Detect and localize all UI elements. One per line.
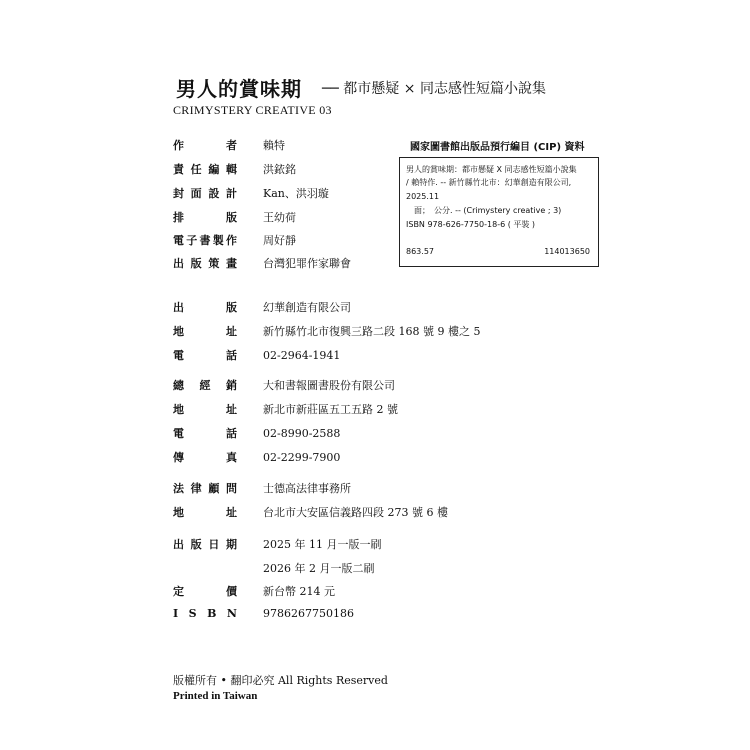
cip-title: 國家圖書館出版品預行編目 (CIP) 資料 xyxy=(410,142,585,153)
cip-line: 2025.11 xyxy=(406,192,440,201)
field-value: 王幼荷 xyxy=(263,211,296,224)
field-label: 定 價 xyxy=(173,585,237,598)
field-label: 封 面 設 計 xyxy=(173,187,237,200)
field-value: 大和書報圖書股份有限公司 xyxy=(263,379,395,392)
field-value: 洪銥銘 xyxy=(263,163,296,176)
field-value: 2025 年 11 月一版一刷 xyxy=(263,538,382,551)
field-label: 電 子 書 製 作 xyxy=(173,234,237,247)
field-value: 周好靜 xyxy=(263,234,296,247)
field-label xyxy=(173,561,237,577)
field-label: 電 話 xyxy=(173,427,237,440)
cip-record-number: 114013650 xyxy=(544,247,590,256)
field-label: 出 版 日 期 xyxy=(173,538,237,551)
field-value: 新竹縣竹北市復興三路二段 168 號 9 樓之 5 xyxy=(263,325,481,338)
field-value: 台灣犯罪作家聯會 xyxy=(263,257,351,270)
printed-in: Printed in Taiwan xyxy=(173,690,258,702)
field-label: 責 任 編 輯 xyxy=(173,163,237,176)
field-label: 電 話 xyxy=(173,349,237,362)
series-name: CRIMYSTERY CREATIVE 03 xyxy=(173,103,332,117)
cip-box xyxy=(399,157,599,267)
field-label: 總 經 銷 xyxy=(173,379,237,392)
field-value: 幻華創造有限公司 xyxy=(263,301,351,314)
field-label: 出 版 策 畫 xyxy=(173,257,237,270)
field-value: 新北市新莊區五工五路 2 號 xyxy=(263,403,398,416)
field-value: Kan、洪羽璇 xyxy=(263,187,329,200)
field-value: 2026 年 2 月一版二刷 xyxy=(263,562,375,575)
cip-class-number: 863.57 xyxy=(406,247,434,256)
field-label: 作 者 xyxy=(173,139,237,152)
field-label: 傳 真 xyxy=(173,451,237,464)
field-value: 02-2299-7900 xyxy=(263,451,341,464)
field-value: 9786267750186 xyxy=(263,607,354,620)
field-value: 02-8990-2588 xyxy=(263,427,341,440)
cip-line: ISBN 978-626-7750-18-6 ( 平裝 ) xyxy=(406,220,536,229)
rights-notice: 版權所有 • 翻印必究 All Rights Reserved xyxy=(173,674,388,687)
field-label: 地 址 xyxy=(173,403,237,416)
field-value: 新台幣 214 元 xyxy=(263,585,335,598)
field-value: 台北市大安區信義路四段 273 號 6 樓 xyxy=(263,506,448,519)
book-title: 男人的賞味期 xyxy=(176,77,302,101)
field-label: I S B N xyxy=(173,607,237,620)
field-label: 出 版 xyxy=(173,301,237,314)
field-value: 賴特 xyxy=(263,139,285,152)
field-label: 排 版 xyxy=(173,211,237,224)
field-label: 法 律 顧 問 xyxy=(173,482,237,495)
field-value: 02-2964-1941 xyxy=(263,349,341,362)
cip-line: / 賴特作. -- 新竹縣竹北市：幻華創造有限公司, xyxy=(406,178,572,187)
field-label: 地 址 xyxy=(173,506,237,519)
field-label: 地 址 xyxy=(173,325,237,338)
book-subtitle: ── 都市懸疑 × 同志感性短篇小說集 xyxy=(322,81,546,97)
cip-line: 面； 公分. -- (Crimystery creative ; 3) xyxy=(406,206,562,215)
field-value: 士德高法律事務所 xyxy=(263,482,351,495)
cip-line: 男人的賞味期：都市懸疑 X 同志感性短篇小說集 xyxy=(406,165,577,174)
